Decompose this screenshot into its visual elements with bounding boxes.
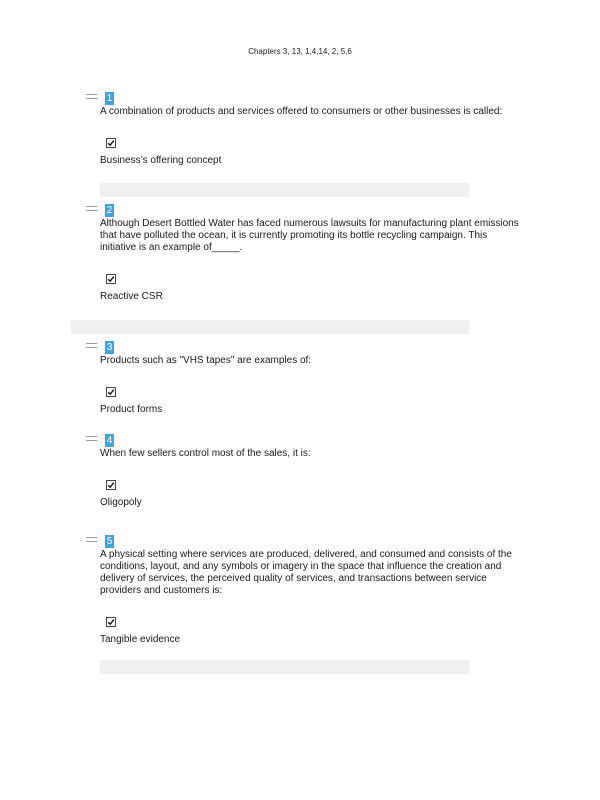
menu-icon[interactable]	[86, 537, 97, 545]
question-2	[86, 204, 526, 303]
checkbox-checked-icon[interactable]	[106, 138, 116, 148]
answer-text: Tangible evidence	[100, 634, 181, 645]
answer-text: Business’s offering concept	[100, 155, 222, 166]
question-number-badge: 4	[106, 435, 113, 446]
document-title: Chapters 3, 13, 1,4,14, 2, 5,6	[248, 47, 352, 56]
question-4	[86, 434, 526, 509]
question-text: When few sellers control most of the sales, it is:	[100, 448, 311, 459]
question-3	[86, 341, 526, 416]
checkbox-checked-icon[interactable]	[106, 387, 116, 397]
question-text: Products such as "VHS tapes" are examples of:	[100, 355, 312, 366]
question-5	[86, 535, 526, 646]
menu-icon[interactable]	[86, 436, 97, 444]
separator-bar	[100, 183, 469, 197]
question-1	[86, 92, 526, 167]
answer-text: Reactive CSR	[100, 291, 163, 302]
question-text: A physical setting where services are produced, delivered, and consumed and consists of the conditions, layout, and any symbols or imagery in the space that influence the creation and delivery of services, the perceived quality of services, and transactions between service providers and customers is:	[100, 549, 512, 596]
question-number-badge: 1	[106, 93, 113, 104]
menu-icon[interactable]	[86, 94, 97, 102]
menu-icon[interactable]	[86, 206, 97, 214]
checkbox-checked-icon[interactable]	[106, 617, 116, 627]
answer-text: Product forms	[100, 404, 163, 415]
checkbox-checked-icon[interactable]	[106, 480, 116, 490]
answer-text: Oligopoly	[100, 497, 142, 508]
checkbox-checked-icon[interactable]	[106, 274, 116, 284]
separator-bar	[71, 320, 469, 334]
question-number-badge: 3	[106, 342, 113, 353]
question-text: Although Desert Bottled Water has faced numerous lawsuits for manufacturing plant emissions that have polluted the ocean, it is currently promoting its bottle recycling campaign. This initiative is an example of_____.	[100, 218, 519, 253]
question-number-badge: 5	[106, 536, 113, 547]
question-text: A combination of products and services offered to consumers or other businesses is called:	[100, 106, 503, 117]
question-number-badge: 2	[106, 205, 113, 216]
separator-bar	[100, 660, 469, 674]
menu-icon[interactable]	[86, 343, 97, 351]
